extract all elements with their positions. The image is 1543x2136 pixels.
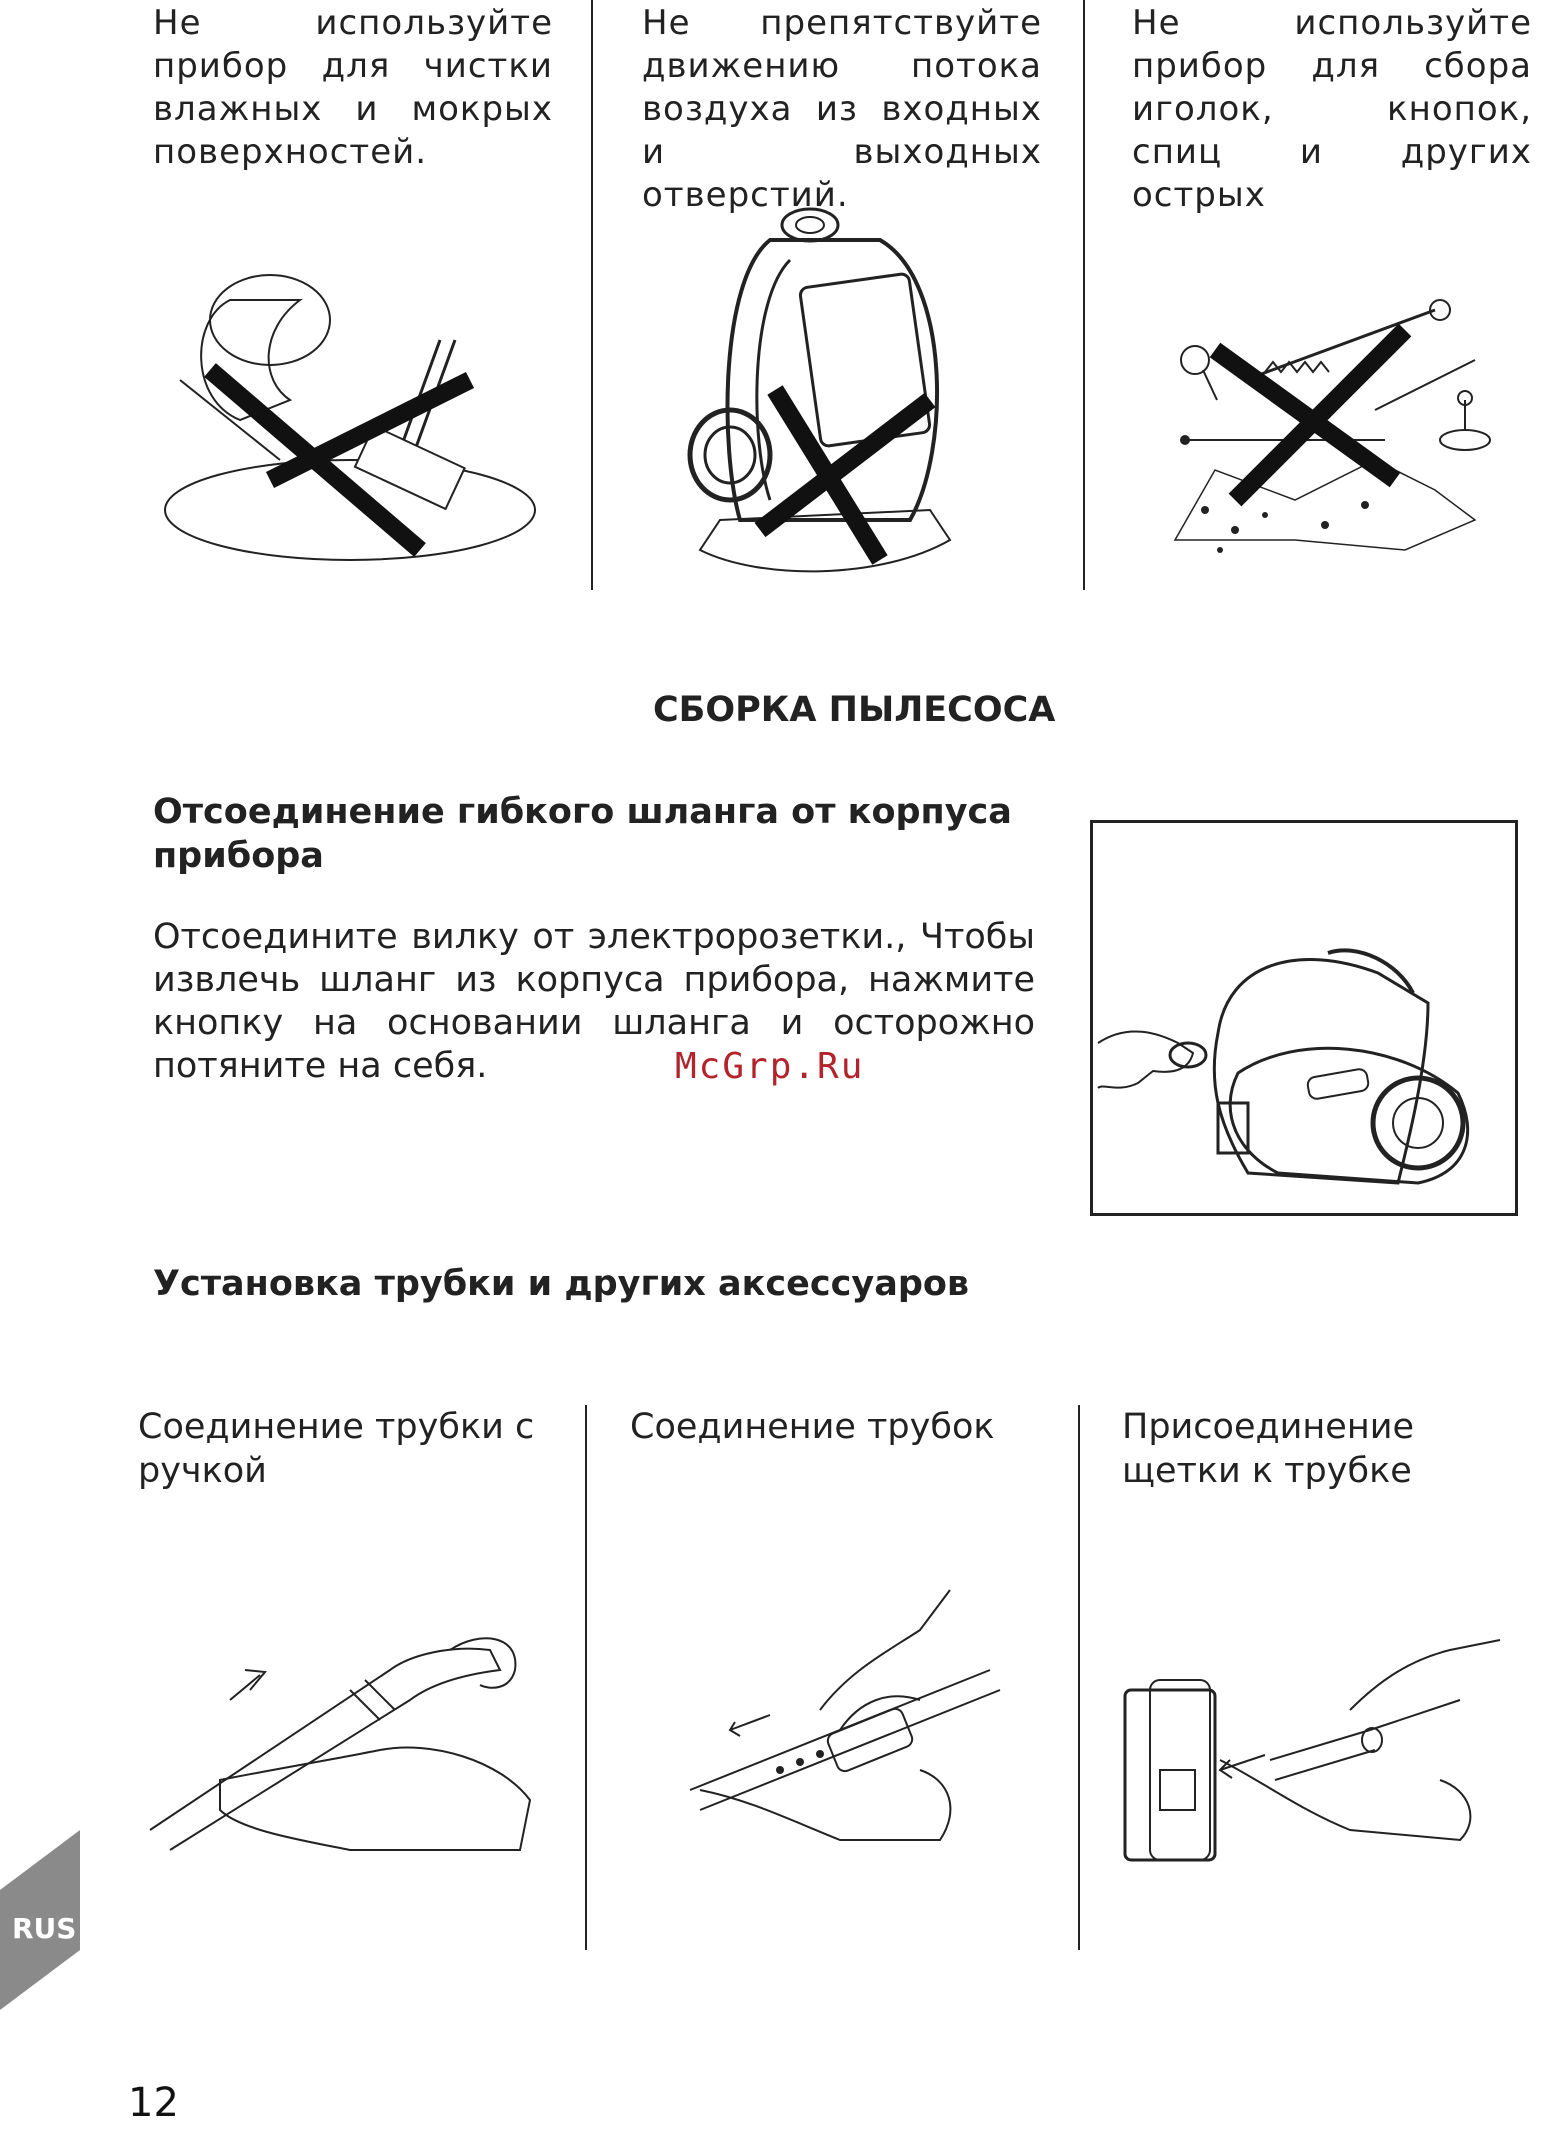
hose-instructions: Отсоедините вилку от электророзетки., Чтобы извлечь шланг из корпуса прибора, нажмите кнопку на основании шланга и осторожно потяните на себя. <box>153 917 1035 1086</box>
hose-illustration-frame <box>1090 820 1518 1216</box>
language-label: RUS <box>12 1912 77 1945</box>
step-tube-handle: Соединение трубки с ручкой <box>138 1407 535 1491</box>
column-divider <box>591 0 593 590</box>
watermark: McGrp.Ru <box>675 1046 865 1087</box>
wet-surface-illustration <box>170 260 560 580</box>
warning-wet-surfaces: Не используйте прибор для чистки влажных и мокрых поверхностей. <box>153 3 553 172</box>
vacuum-airflow-illustration <box>680 200 980 580</box>
brush-tube-illustration <box>1120 1610 1520 1870</box>
accessories-heading: Установка трубки и других аксессуаров <box>153 1264 970 1304</box>
warning-airflow: Не препятствуйте движению потока воздуха из входных и выходных отверстий. <box>642 3 1042 215</box>
column-divider <box>1083 0 1085 590</box>
sharp-objects-illustration <box>1175 300 1525 580</box>
step-tubes: Соединение трубок <box>630 1407 995 1447</box>
page-number: 12 <box>128 2080 179 2126</box>
column-divider <box>585 1405 587 1950</box>
warning-sharp-objects: Не используйте прибор для сбора иголок, кнопок, спиц и других острых <box>1132 3 1532 215</box>
tubes-illustration <box>690 1590 1020 1850</box>
section-title: СБОРКА ПЫЛЕСОСА <box>653 690 1056 730</box>
column-divider <box>1078 1405 1080 1950</box>
tube-handle-illustration <box>150 1630 550 1850</box>
step-brush: Присоединение щетки к трубке <box>1122 1407 1414 1491</box>
hose-removal-illustration <box>1098 923 1513 1203</box>
hose-heading: Отсоединение гибкого шланга от корпуса прибора <box>153 792 1012 876</box>
